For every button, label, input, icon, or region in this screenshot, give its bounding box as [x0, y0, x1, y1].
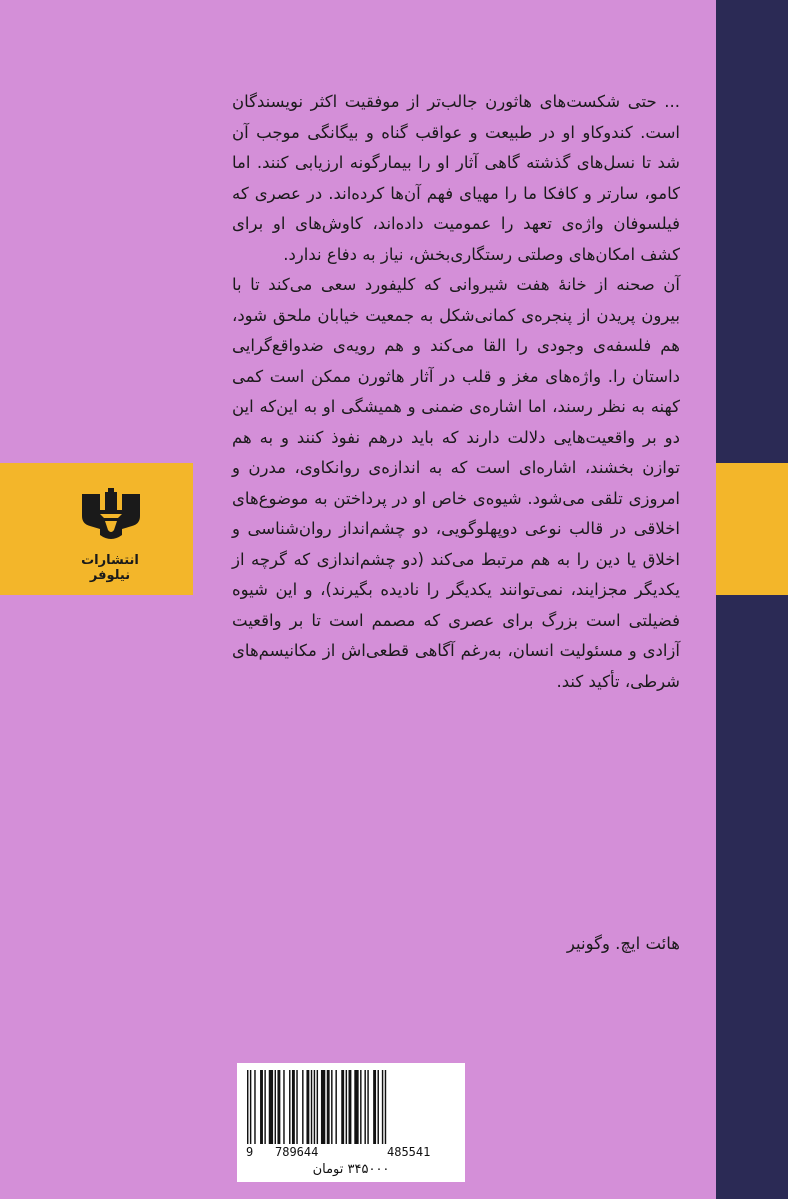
barcode-bar	[283, 1070, 284, 1144]
barcode-bar	[317, 1070, 318, 1144]
barcode-bar	[378, 1070, 379, 1144]
isbn-prefix: 9	[246, 1145, 254, 1159]
barcode-bar	[321, 1070, 325, 1144]
barcode-bar	[289, 1070, 290, 1144]
barcode-bar	[292, 1070, 295, 1144]
barcode-bar	[260, 1070, 263, 1144]
barcode-bar	[354, 1070, 358, 1144]
barcode-bar	[385, 1070, 386, 1144]
barcode-bar	[373, 1070, 376, 1144]
barcode-bar	[277, 1070, 280, 1144]
publisher-name: انتشارات نیلوفر	[81, 553, 139, 583]
barcode-bar	[367, 1070, 368, 1144]
isbn-group-1: 789644	[275, 1145, 319, 1159]
barcode-bar	[335, 1070, 336, 1144]
back-cover-blurb	[232, 87, 680, 697]
book-spine	[716, 0, 788, 1199]
barcode-bar	[314, 1070, 315, 1144]
barcode-bar	[306, 1070, 309, 1144]
barcode-bar	[269, 1070, 273, 1144]
barcode-bar	[250, 1070, 251, 1144]
barcode-bar	[346, 1070, 347, 1144]
barcode-bar	[327, 1070, 330, 1144]
barcode-bar	[331, 1070, 332, 1144]
barcode-bar	[360, 1070, 361, 1144]
barcode-bar	[364, 1070, 365, 1144]
barcode-box	[237, 1063, 465, 1182]
barcode-bar	[302, 1070, 303, 1144]
isbn-group-2: 485541	[387, 1145, 431, 1159]
barcode-bar	[275, 1070, 276, 1144]
barcode	[245, 1070, 457, 1148]
quote-author: هائت ایچ. وگونیر	[566, 934, 680, 953]
barcode-bar	[382, 1070, 383, 1144]
blurb-paragraph-1: ... حتی شکست‌های هاثورن جالب‌تر از موفقیت اکثر نویسندگان است. کندوکاو او در طبیعت و عواقب گناه و بیگانگی موجب آن شد تا نسل‌های گذشته گاهی آثار او را بیمارگونه ارزیابی کنند. اما کامو، سارتر و کافکا ما را مهیای فهم آن‌ها کرده‌اند. در عصری که فیلسوفان واژه‌ی تعهد را عمومیت داده‌اند، کاوش‌های او برای کشف امکان‌های وصلتی رستگاری‌بخش، نیاز به دفاع ندارد.	[232, 92, 680, 264]
publisher-logo	[78, 488, 144, 543]
blurb-paragraph-2: آن صحنه از خانهٔ هفت شیروانی که کلیفورد سعی می‌کند تا با بیرون پریدن از پنجره‌ی کمانی‌شکل به جمعیت خیابان ملحق شود، هم فلسفه‌ی وجودی را القا می‌کند و هم رویه‌ی ضدواقع‌گرایی داستان را. واژه‌های مغز و قلب در آثار هاثورن ممکن است کمی کهنه به نظر رسند، اما اشاره‌ی ضمنی و همیشگی او به این‌که این دو بر واقعیت‌هایی دلالت دارند که باید درهم نفوذ کنند و به هم توازن بخشند، اشاره‌ای است که به اندازه‌ی روانکاوی، مدرن و امروزی تلقی می‌شود. شیوه‌ی خاص او در پرداختن به موضوع‌های اخلاقی در قالب نوعی دوپهلوگویی، دو چشم‌انداز روان‌شناسی و اخلاق یا دین را به هم مرتبط می‌کند (دو چشم‌اندازی که گرچه از یکدیگر مجزایند، نمی‌توانند یکدیگر را نادیده بگیرند)، و این شیوه فضیلتی است بزرگ برای عصری که مصمم است تا بر واقعیت آزادی و مسئولیت انسان، به‌رغم آگاهی قطعی‌اش از مکانیسم‌های شرطی، تأکید کند.	[232, 275, 680, 691]
price: ۳۴۵۰۰۰ تومان	[312, 1162, 390, 1177]
barcode-bar	[311, 1070, 312, 1144]
barcode-bar	[254, 1070, 255, 1144]
barcode-bar	[296, 1070, 297, 1144]
barcode-bar	[341, 1070, 344, 1144]
barcode-bar	[264, 1070, 265, 1144]
barcode-bar	[247, 1070, 248, 1144]
spine-band	[716, 463, 788, 595]
barcode-bar	[349, 1070, 352, 1144]
